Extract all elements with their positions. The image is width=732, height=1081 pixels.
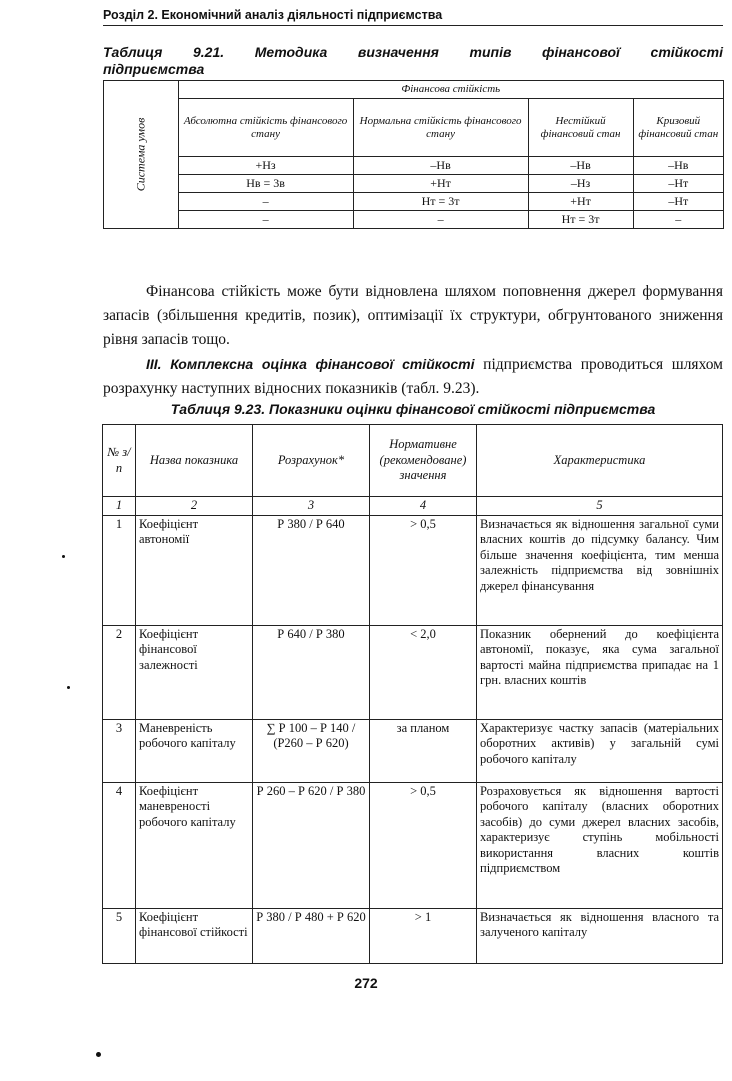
indicator-norm: > 0,5	[370, 782, 477, 908]
margin-dot-mark	[67, 686, 70, 689]
indicator-name: Коефіцієнт автономії	[136, 515, 253, 625]
table-header-row	[103, 425, 723, 497]
indicator-description: Визначається як відношення загальної суми власних коштів до підсумку балансу. Чим більше значення коефіцієнта, тим менша залежність підприємства від зовнішніх джерел фінансування	[477, 515, 723, 625]
page-number: 272	[354, 975, 378, 991]
side-header-cell	[104, 81, 179, 229]
indicator-calc: Р 380 / Р 640	[253, 515, 370, 625]
row-number: 4	[103, 782, 136, 908]
cell: –	[178, 211, 353, 229]
header-calc: Розрахунок*	[253, 425, 370, 497]
row-number: 5	[103, 908, 136, 963]
row-number: 3	[103, 719, 136, 782]
indicator-calc: ∑ Р 100 – Р 140 / (Р260 – Р 620)	[253, 719, 370, 782]
header-name: Назва показника	[136, 425, 253, 497]
table-row	[103, 782, 723, 908]
cell: Hт = 3т	[528, 211, 633, 229]
col-number: 4	[370, 497, 477, 516]
paragraph-restoration: Фінансова стійкість може бути відновлена шляхом поповнення джерел формування запасів (збільшення кредитів, позик), оптимізації їх структури, обгрунтованого зниження рівня запасів тощо.	[103, 283, 723, 348]
indicator-norm: < 2,0	[370, 625, 477, 719]
cell: –Hт	[633, 175, 723, 193]
side-header: Система умов	[133, 117, 148, 192]
cell: Hв = 3в	[178, 175, 353, 193]
cell: –Hв	[528, 157, 633, 175]
cell: +Hт	[528, 193, 633, 211]
table-row	[104, 175, 724, 193]
column-number-row	[103, 497, 723, 516]
cell: –	[353, 211, 528, 229]
row-number: 2	[103, 625, 136, 719]
table-financial-stability-types	[103, 80, 724, 229]
indicator-norm: за планом	[370, 719, 477, 782]
cell: –	[633, 211, 723, 229]
col-number: 1	[103, 497, 136, 516]
group-header: Фінансова стійкість	[178, 81, 723, 99]
col-header-absolute: Абсолютна стійкість фінансового стану	[178, 99, 353, 157]
table-row	[103, 719, 723, 782]
table1-caption: Таблиця 9.21. Методика визначення типів фінансової стійкості	[103, 44, 723, 60]
paragraph-rest: підприємства проводиться шляхом розрахунку наступних відносних показників (табл. 9.23).	[103, 356, 723, 397]
table-row	[103, 625, 723, 719]
header-description: Характеристика	[477, 425, 723, 497]
table-stability-indicators	[102, 424, 723, 964]
cell: +Hз	[178, 157, 353, 175]
cell: –Hт	[633, 193, 723, 211]
indicator-description: Розраховується як відношення вартості робочого капіталу (власних оборотних засобів) до суми джерел власних засобів, характеризує ступінь мобільності використання власних коштів підприємством	[477, 782, 723, 908]
running-head: Розділ 2. Економічний аналіз діяльності підприємства	[103, 8, 723, 26]
indicator-calc: Р 380 / Р 480 + Р 620	[253, 908, 370, 963]
indicator-name: Коефіцієнт фінансової залежності	[136, 625, 253, 719]
margin-dot-mark	[62, 555, 65, 558]
header-norm: Нормативне (рекомендоване) значення	[370, 425, 477, 497]
table-row	[103, 908, 723, 963]
cell: Hт = 3т	[353, 193, 528, 211]
cell: –Hв	[633, 157, 723, 175]
indicator-name: Коефіцієнт маневреності робочого капіталу	[136, 782, 253, 908]
table-row	[104, 157, 724, 175]
indicator-name: Маневреність робочого капіталу	[136, 719, 253, 782]
indicator-calc: Р 640 / Р 380	[253, 625, 370, 719]
cell: –Hв	[353, 157, 528, 175]
cell: +Hт	[353, 175, 528, 193]
col-header-normal: Нормальна стійкість фінансового стану	[353, 99, 528, 157]
table-row	[103, 515, 723, 625]
table-row	[104, 211, 724, 229]
table1-caption-cont: підприємства	[103, 61, 205, 77]
indicator-name: Коефіцієнт фінансової стійкості	[136, 908, 253, 963]
col-number: 3	[253, 497, 370, 516]
table2-caption: Таблиця 9.23. Показники оцінки фінансової стійкості підприємства	[170, 401, 656, 417]
row-number: 1	[103, 515, 136, 625]
indicator-norm: > 0,5	[370, 515, 477, 625]
indicator-description: Показник обернений до коефіцієнта автономії, показує, яка сума загальної вартості майна підприємства припадає на 1 грн. власних коштів	[477, 625, 723, 719]
indicator-description: Визначається як відношення власного та залученого капіталу	[477, 908, 723, 963]
paragraph-lead: ІІІ. Комплексна оцінка фінансової стійкості	[146, 356, 475, 372]
header-number: № з/п	[103, 425, 136, 497]
cell: –Hз	[528, 175, 633, 193]
cell: –	[178, 193, 353, 211]
paragraph-complex-assessment	[103, 352, 723, 401]
indicator-description: Характеризує частку запасів (матеріальних оборотних активів) у загальній сумі робочого капіталу	[477, 719, 723, 782]
col-header-unstable: Нестійкий фінансовий стан	[528, 99, 633, 157]
indicator-norm: > 1	[370, 908, 477, 963]
indicator-calc: Р 260 – Р 620 / Р 380	[253, 782, 370, 908]
table-row	[104, 193, 724, 211]
col-header-crisis: Кризовий фінансовий стан	[633, 99, 723, 157]
margin-dot-mark	[96, 1052, 101, 1057]
col-number: 2	[136, 497, 253, 516]
col-number: 5	[477, 497, 723, 516]
